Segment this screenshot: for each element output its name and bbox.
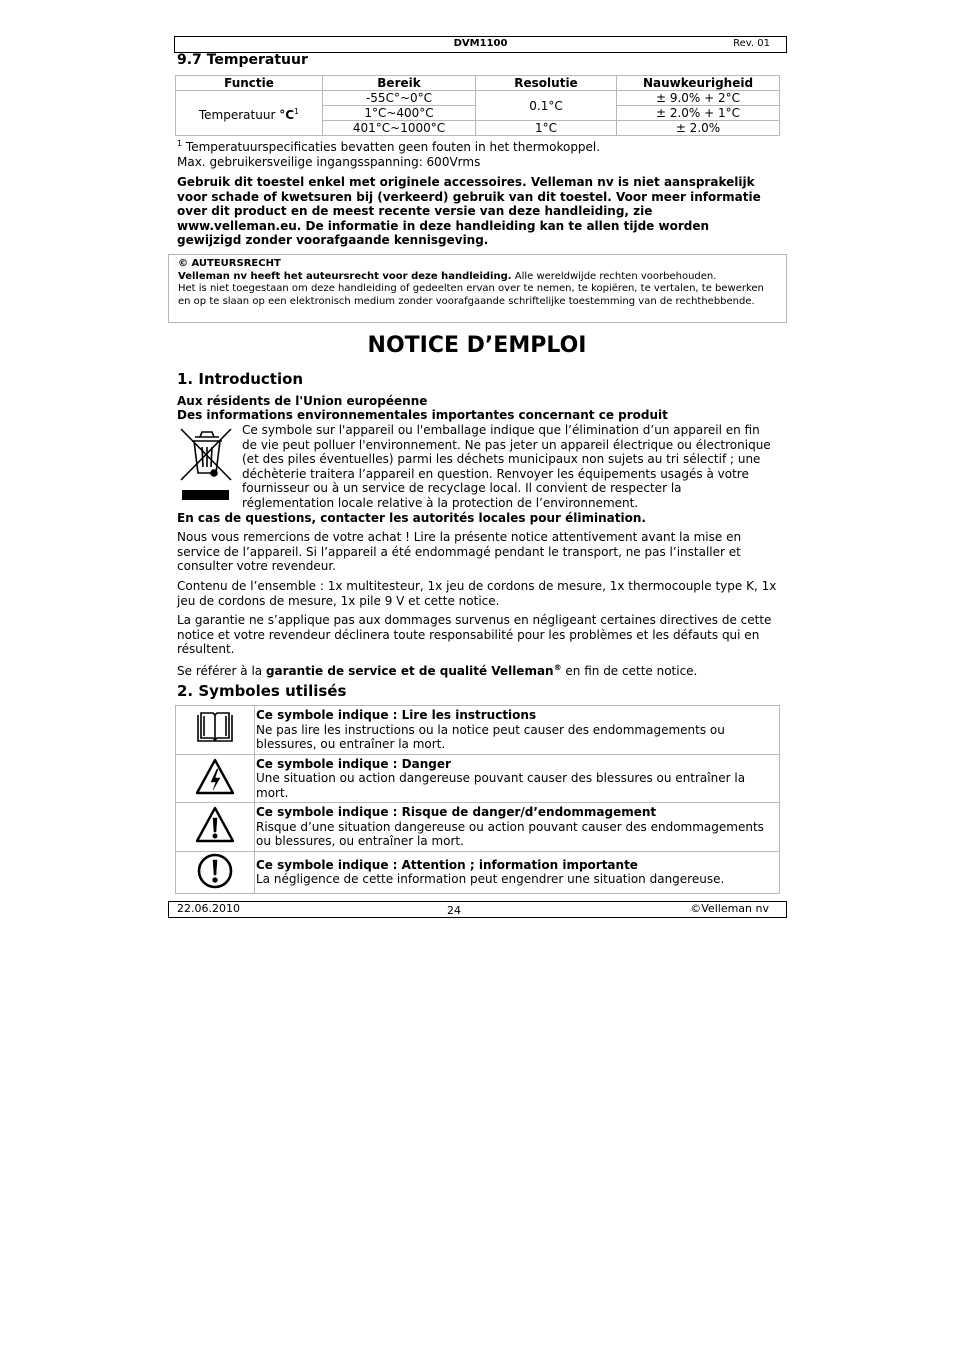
icon-cell [176,851,255,894]
revision: Rev. 01 [733,38,770,49]
symbols-table [175,705,780,894]
copyright-title: © AUTEURSRECHT [178,258,281,269]
guarantee-paragraph [177,661,777,679]
symbol-title: Ce symbole indique : Lire les instructions [256,708,537,722]
icon-cell [176,803,255,852]
eu-residents-heading: Aux résidents de l'Union européenne [177,394,428,408]
page-number: 24 [447,904,461,917]
max-voltage-text: Max. gebruikersveilige ingangsspanning: 600Vrms [177,155,481,169]
lightning-warning-icon [195,785,235,799]
table-row [176,851,780,894]
range-cell: 401°C~1000°C [323,121,476,136]
symbol-text: Une situation ou action dangereuse pouvant causer des blessures ou entraîner la mort. [256,771,746,800]
footnote-text: Temperatuurspecificaties bevatten geen fouten in het thermokoppel. [182,140,601,154]
copyright-bold: Velleman nv heeft het auteursrecht voor deze handleiding. [178,270,512,282]
column-header: Functie [176,76,323,91]
symbol-title: Ce symbole indique : Risque de danger/d’endommagement [256,805,657,819]
table-row [176,803,780,852]
symbol-text: Ne pas lire les instructions ou la notice peut causer des endommagements ou blessures, ou entraîner la mort. [256,722,725,751]
symbol-description [255,706,780,755]
book-icon [195,734,235,748]
icon-cell [176,706,255,755]
icon-cell [176,754,255,803]
symbol-description [255,803,780,852]
guarantee-suffix: en fin de cette notice. [561,664,698,678]
table-row [176,706,780,755]
footnote-ref: 1 [294,106,300,116]
column-header: Bereik [323,76,476,91]
table-row [176,754,780,803]
exclamation-triangle-icon [195,833,235,847]
weee-text: Ce symbole sur l'appareil ou l'emballage indique que l’élimination d’un appareil en fin de vie peut polluer l'environnement. Ne pas jeter un appareil électrique ou électronique (et des piles éventuelles) parmi les déchets municipaux non sujets au tri sélectif ; une déchèterie traitera l’appareil en question. Renvoyer les équipements usagés à votre fournisseur ou à un service de recyclage local. Il convient de respecter la réglementation locale relative à la protection de l’environnement. [242,423,771,510]
section-heading-introduction: 1. Introduction [177,370,304,388]
copyright-body: Het is niet toegestaan om deze handleiding of gedeelten ervan over te nemen, te kopiëren, te vertalen, te bewerken en op te slaan op een elektronisch medium zonder voorafgaande schriftelijke toestemming van de rechthebbende. [178,283,764,307]
copyright-rest: Alle wereldwijde rechten voorbehouden. [511,270,717,282]
temperature-spec-table [175,75,780,136]
function-cell [176,91,323,136]
symbol-description [255,754,780,803]
registered-mark: ® [553,663,562,672]
resolution-cell: 1°C [476,121,617,136]
page-title: NOTICE D’EMPLOI [367,333,587,358]
function-unit: °C [279,107,295,122]
section-heading-temperature: 9.7 Temperatuur [177,52,308,68]
function-label: Temperatuur [198,107,280,122]
symbol-title: Ce symbole indique : Attention ; information importante [256,857,638,872]
section-heading-symbols: 2. Symboles utilisés [177,682,347,700]
footer-date: 22.06.2010 [177,902,240,915]
table-header-row [176,76,780,91]
symbol-text: La négligence de cette information peut engendrer une situation dangereuse. [256,872,725,886]
accuracy-cell: ± 2.0% + 1°C [617,106,780,121]
footnote [177,136,600,170]
accuracy-cell: ± 9.0% + 2°C [617,91,780,106]
environment-heading: Des informations environnementales importantes concernant ce produit [177,408,668,422]
page-header [174,36,787,53]
page-footer [168,901,787,918]
weee-bin-icon [178,425,236,505]
table-row [176,91,780,106]
resolution-cell: 0.1°C [476,91,617,121]
contents-paragraph: Contenu de l’ensemble : 1x multitesteur, 1x jeu de cordons de mesure, 1x thermocouple type K, 1x jeu de cordons de mesure, 1x pile 9 V et cette notice. [177,579,777,608]
symbol-text: Risque d’une situation dangereuse ou action pouvant causer des endommagements ou blessures, ou entraîner la mort. [256,819,764,848]
intro-paragraph: Nous vous remercions de votre achat ! Lire la présente notice attentivement avant la mise en service de l’appareil. Si l’appareil a été endommagé pendant le transport, ne pas l’installer et consulter votre revendeur. [177,530,742,573]
exclamation-circle-icon [195,879,235,893]
model-name: DVM1100 [453,38,508,49]
guarantee-bold: garantie de service et de qualité Velleman [265,664,554,678]
copyright-box [168,254,787,323]
guarantee-prefix: Se référer à la [177,664,266,678]
range-cell: 1°C~400°C [323,106,476,121]
symbol-title: Ce symbole indique : Danger [256,756,451,771]
accuracy-cell: ± 2.0% [617,121,780,136]
symbol-description [255,851,780,894]
accessories-notice: Gebruik dit toestel enkel met originele accessoires. Velleman nv is niet aansprakelijk voor schade of kwetsuren bij (verkeerd) gebruik van dit toestel. Voor meer informatie over dit product en de meest recente versie van deze handleiding, zie www.velleman.eu. De informatie in deze handleiding kan te allen tijde worden gewijzigd zonder voorafgaande kennisgeving. [177,175,761,247]
questions-text: En cas de questions, contacter les autorités locales pour élimination. [177,511,646,525]
footnote-number: 1 [177,139,183,148]
column-header: Resolutie [476,76,617,91]
warranty-paragraph: La garantie ne s’applique pas aux dommages survenus en négligeant certaines directives de cette notice et votre revendeur déclinera toute responsabilité pour les problèmes et les défauts qui en résultent. [177,613,772,656]
column-header: Nauwkeurigheid [617,76,780,91]
range-cell: -55C°~0°C [323,91,476,106]
footer-company: ©Velleman nv [690,902,769,915]
